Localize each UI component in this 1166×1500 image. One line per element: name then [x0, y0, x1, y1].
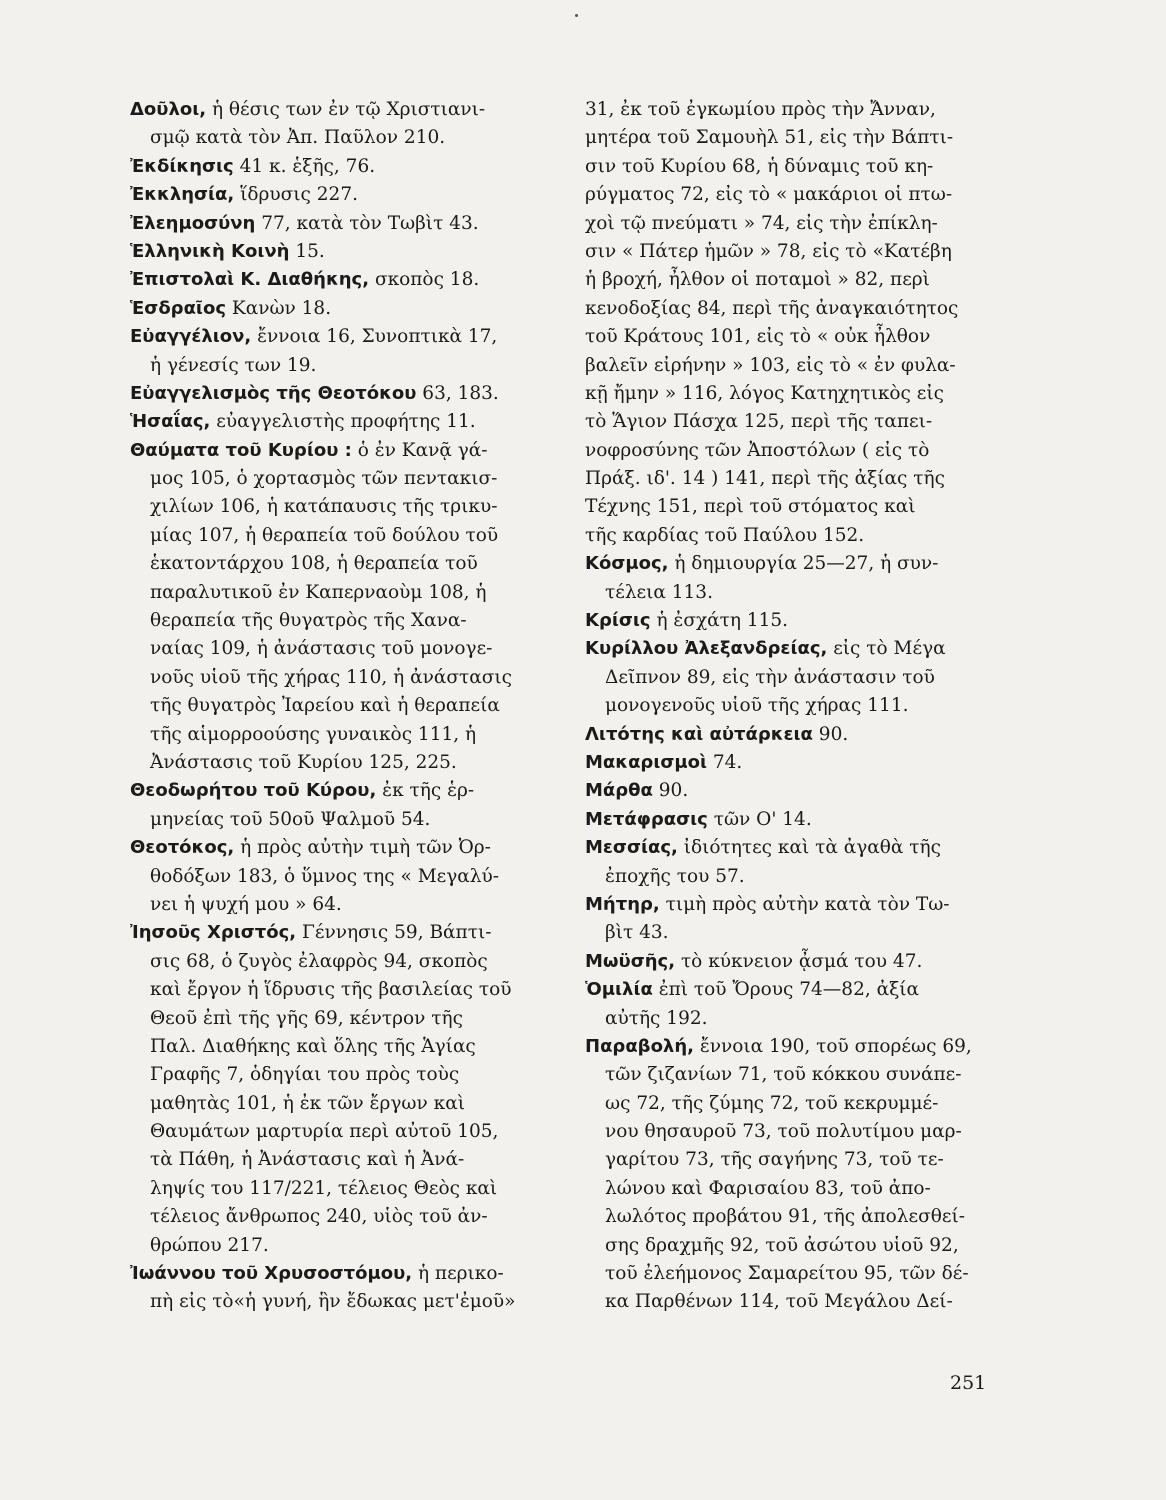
- index-line: [130, 579, 555, 607]
- index-line: [585, 437, 980, 465]
- index-text: τῆς αἱμορροούσης γυναικὸς 111, ἡ: [150, 723, 477, 745]
- index-line: [130, 1260, 555, 1288]
- index-text: τῆς θυγατρὸς Ἰαρείου καὶ ἡ θεραπεία: [150, 695, 500, 717]
- index-text: καὶ ἔργον ἡ ἵδρυσις τῆς βασιλείας τοῦ: [150, 979, 512, 1001]
- index-line: [130, 635, 555, 663]
- index-text: ληψίς του 117/221, τέλειος Θεὸς καὶ: [150, 1177, 498, 1199]
- index-line: [130, 352, 555, 380]
- index-text: θρώπου 217.: [150, 1234, 269, 1256]
- index-text: κῇ ἤμην » 116, λόγος Κατηχητικὸς εἰς: [585, 382, 944, 404]
- index-line: [585, 124, 980, 152]
- index-text: γαρίτου 73, τῆς σαγήνης 73, τοῦ τε-: [605, 1149, 944, 1171]
- index-headword: Ἑλληνικὴ Κοινὴ: [130, 240, 290, 262]
- index-line: [130, 96, 555, 124]
- index-text: 41 κ. ἑξῆς, 76.: [233, 155, 376, 177]
- index-line: [585, 635, 980, 663]
- index-headword: Ἰησοῦς Χριστός,: [130, 922, 297, 944]
- index-line: [130, 210, 555, 238]
- index-text: τῶν ζιζανίων 71, τοῦ κόκκου συνάπε-: [605, 1064, 962, 1086]
- index-text: μίας 107, ἡ θεραπεία τοῦ δούλου τοῦ: [150, 524, 499, 546]
- index-text: νει ἡ ψυχή μου » 64.: [150, 893, 342, 915]
- index-line: [585, 1203, 980, 1231]
- index-text: χιλίων 106, ἡ κατάπαυσις τῆς τρικυ-: [150, 496, 498, 518]
- index-text: ἑκατοντάρχου 108, ἡ θεραπεία τοῦ: [150, 553, 478, 575]
- index-text: τοῦ ἐλεήμονος Σαμαρείτου 95, τῶν δέ-: [605, 1263, 969, 1285]
- index-headword: Εὐαγγέλιον,: [130, 326, 252, 348]
- index-line: [130, 806, 555, 834]
- index-line: [585, 1005, 980, 1033]
- index-headword: Ὁμιλία: [585, 979, 653, 1001]
- index-line: [130, 522, 555, 550]
- index-line: [585, 238, 980, 266]
- index-line: [585, 1232, 980, 1260]
- index-line: [130, 380, 555, 408]
- index-text: νοφροσύνης τῶν Ἀποστόλων ( εἰς τὸ: [585, 439, 930, 461]
- index-text: αὐτῆς 192.: [605, 1007, 708, 1029]
- index-headword: Μήτηρ,: [585, 893, 660, 915]
- index-line: [130, 124, 555, 152]
- index-line: [585, 891, 980, 919]
- index-headword: Ἡσαΐας,: [130, 411, 211, 433]
- index-text: τὸ Ἅγιον Πάσχα 125, περὶ τῆς ταπει-: [585, 411, 933, 433]
- index-headword: Δοῦλοι,: [130, 99, 207, 120]
- index-text: τιμὴ πρὸς αὐτὴν κατὰ τὸν Τω-: [659, 893, 950, 915]
- index-text: νου θησαυροῦ 73, τοῦ πολυτίμου μαρ-: [605, 1121, 962, 1143]
- index-headword: Θεοδωρήτου τοῦ Κύρου,: [130, 780, 377, 802]
- index-text: σης δραχμῆς 92, τοῦ ἀσώτου υἱοῦ 92,: [605, 1234, 959, 1256]
- index-line: [130, 834, 555, 862]
- index-line: [130, 1033, 555, 1061]
- index-text: ἐκ τῆς ἑρ-: [376, 780, 475, 802]
- index-text: βὶτ 43.: [605, 922, 669, 944]
- index-line: [130, 323, 555, 351]
- index-line: [585, 323, 980, 351]
- index-text: 90.: [812, 723, 849, 745]
- index-line: [585, 749, 980, 777]
- index-line: [130, 1090, 555, 1118]
- index-line: [130, 437, 555, 465]
- index-headword: Λιτότης καὶ αὐτάρκεια: [585, 723, 813, 745]
- index-headword: Μεσσίας,: [585, 837, 678, 859]
- index-line: [585, 1288, 980, 1316]
- index-line: [585, 1118, 980, 1146]
- index-text: ως 72, τῆς ζύμης 72, τοῦ κεκρυμμέ-: [605, 1092, 939, 1114]
- index-text: Γραφῆς 7, ὁδηγίαι του πρὸς τοὺς: [150, 1064, 460, 1086]
- index-text: παραλυτικοῦ ἐν Καπερναοὺμ 108, ἡ: [150, 581, 487, 603]
- index-text: λωλότος προβάτου 91, τῆς ἀπολεσθεί-: [605, 1206, 965, 1228]
- index-headword: Θαύματα τοῦ Κυρίου :: [130, 439, 352, 461]
- index-headword: Μακαρισμοὶ: [585, 751, 707, 773]
- index-text: Θαυμάτων μαρτυρία περὶ αὐτοῦ 105,: [150, 1121, 499, 1143]
- index-headword: Μάρθα: [585, 780, 653, 802]
- index-headword: Κόσμος,: [585, 553, 669, 575]
- index-line: [130, 891, 555, 919]
- index-headword: Ἐλεημοσύνη: [130, 212, 256, 234]
- index-text: κενοδοξίας 84, περὶ τῆς ἀναγκαιότητος: [585, 297, 959, 319]
- index-line: [585, 1146, 980, 1174]
- index-text: θεραπεία τῆς θυγατρὸς τῆς Χανα-: [150, 610, 467, 632]
- index-line: [585, 1260, 980, 1288]
- index-headword: Ἐκκλησία,: [130, 184, 235, 206]
- index-text: ἡ ἐσχάτη 115.: [650, 610, 789, 632]
- index-line: [585, 919, 980, 947]
- index-line: [130, 1061, 555, 1089]
- index-line: [585, 834, 980, 862]
- index-line: [130, 692, 555, 720]
- index-line: [585, 380, 980, 408]
- index-line: [585, 976, 980, 1004]
- index-line: [130, 1203, 555, 1231]
- index-line: [130, 408, 555, 436]
- index-text: ἡ βροχή, ἦλθον οἱ ποταμοὶ » 82, περὶ: [585, 269, 930, 291]
- index-line: [130, 863, 555, 891]
- index-text: ἔννοια 190, τοῦ σπορέως 69,: [693, 1035, 972, 1057]
- index-text: ἐποχῆς του 57.: [605, 865, 745, 887]
- index-text: ἰδιότητες καὶ τὰ ἀγαθὰ τῆς: [677, 837, 941, 859]
- index-text: ἡ περικο-: [412, 1263, 504, 1285]
- index-line: [585, 692, 980, 720]
- index-headword: Εὐαγγελισμὸς τῆς Θεοτόκου: [130, 382, 417, 404]
- index-line: [585, 153, 980, 181]
- index-line: [585, 181, 980, 209]
- index-line: [585, 266, 980, 294]
- index-headword: Κυρίλλου Ἀλεξανδρείας,: [585, 638, 828, 660]
- index-text: σις 68, ὁ ζυγὸς ἐλαφρὸς 94, σκοπὸς: [150, 950, 488, 972]
- index-line: [585, 1061, 980, 1089]
- index-line: [585, 1033, 980, 1061]
- index-text: μονογενοῦς υἱοῦ τῆς χήρας 111.: [605, 695, 909, 717]
- index-headword: Κρίσις: [585, 610, 651, 632]
- index-text: νοῦς υἱοῦ τῆς χήρας 110, ἡ ἀνάστασις: [150, 666, 512, 688]
- index-line: [585, 465, 980, 493]
- index-line: [585, 550, 980, 578]
- index-text: τέλειος ἄνθρωπος 240, υἱὸς τοῦ ἀν-: [150, 1206, 488, 1228]
- index-line: [585, 493, 980, 521]
- right-column: [585, 96, 980, 1317]
- index-text: Γέννησις 59, Βάπτι-: [296, 922, 492, 944]
- index-text: τὰ Πάθη, ἡ Ἀνάστασις καὶ ἡ Ἀνά-: [150, 1149, 465, 1171]
- index-text: τὸ κύκνειον ᾆσμά του 47.: [675, 950, 923, 972]
- index-text: χοὶ τῷ πνεύματι » 74, εἰς τὴν ἐπίκλη-: [585, 212, 938, 234]
- index-text: εἰς τὸ Μέγα: [827, 638, 946, 660]
- index-text: 63, 183.: [416, 382, 499, 404]
- index-text: μαθητὰς 101, ἡ ἐκ τῶν ἔργων καὶ: [150, 1092, 465, 1114]
- index-line: [585, 210, 980, 238]
- index-text: 90.: [652, 780, 689, 802]
- index-line: [130, 153, 555, 181]
- index-text: τοῦ Κράτους 101, εἰς τὸ « οὐκ ἦλθον: [585, 326, 931, 348]
- index-text: σιν τοῦ Κυρίου 68, ἡ δύναμις τοῦ κη-: [585, 155, 934, 177]
- index-text: Τέχνης 151, περὶ τοῦ στόματος καὶ: [585, 496, 916, 518]
- index-line: [130, 1288, 555, 1316]
- index-text: 77, κατὰ τὸν Τωβὶτ 43.: [255, 212, 479, 234]
- index-text: Πράξ. ιδ'. 14 ) 141, περὶ τῆς ἀξίας τῆς: [585, 468, 945, 490]
- index-line: [130, 1175, 555, 1203]
- index-text: ἡ δημιουργία 25—27, ἡ συν-: [668, 553, 939, 575]
- index-text: εὐαγγελιστὴς προφήτης 11.: [210, 411, 476, 433]
- index-line: [130, 1118, 555, 1146]
- index-text: μος 105, ὁ χορτασμὸς τῶν πεντακισ-: [150, 468, 498, 490]
- index-text: τῆς καρδίας τοῦ Παύλου 152.: [585, 524, 865, 546]
- index-line: [130, 1232, 555, 1260]
- index-text: θοδόξων 183, ὁ ὕμνος της « Μεγαλύ-: [150, 865, 499, 887]
- index-text: μητέρα τοῦ Σαμουὴλ 51, εἰς τὴν Βάπτι-: [585, 127, 954, 149]
- index-text: ἡ θέσις των ἐν τῷ Χριστιανι-: [206, 99, 486, 120]
- index-text: ὁ ἐν Κανᾷ γά-: [351, 439, 488, 461]
- index-headword: Μετάφρασις: [585, 808, 708, 830]
- index-text: σκοπὸς 18.: [369, 269, 480, 291]
- index-line: [130, 777, 555, 805]
- index-text: ἔννοια 16, Συνοπτικὰ 17,: [251, 326, 498, 348]
- index-text: Δεῖπνον 89, εἰς τὴν ἀνάστασιν τοῦ: [605, 666, 935, 688]
- index-headword: Ἑσδραῖος: [130, 297, 226, 319]
- index-line: [130, 550, 555, 578]
- index-line: [130, 919, 555, 947]
- index-line: [130, 1146, 555, 1174]
- index-headword: Παραβολή,: [585, 1035, 694, 1057]
- index-line: [585, 1090, 980, 1118]
- index-text: Ἀνάστασις τοῦ Κυρίου 125, 225.: [150, 751, 457, 773]
- index-text: λώνου καὶ Φαρισαίου 83, τοῦ ἀπο-: [605, 1177, 931, 1199]
- index-line: [130, 948, 555, 976]
- index-line: [130, 976, 555, 1004]
- index-line: [130, 493, 555, 521]
- index-text: πὴ εἰς τὸ«ἡ γυνή, ἣν ἔδωκας μετ'ἐμοῦ»: [150, 1291, 516, 1313]
- left-column: [130, 96, 555, 1317]
- index-line: [585, 948, 980, 976]
- index-line: [130, 295, 555, 323]
- index-line: [130, 1005, 555, 1033]
- index-text: ἐπὶ τοῦ Ὄρους 74—82, ἀξία: [652, 979, 920, 1001]
- index-line: [585, 664, 980, 692]
- index-headword: Θεοτόκος,: [130, 837, 235, 859]
- index-line: [585, 408, 980, 436]
- index-text: ἡ γένεσίς των 19.: [150, 354, 317, 376]
- index-text: μηνείας τοῦ 50οῦ Ψαλμοῦ 54.: [150, 808, 431, 830]
- index-text: ναίας 109, ἡ ἀνάστασις τοῦ μονογε-: [150, 638, 493, 660]
- index-line: [130, 607, 555, 635]
- index-line: [585, 863, 980, 891]
- index-line: [585, 721, 980, 749]
- index-line: [585, 806, 980, 834]
- index-line: [130, 749, 555, 777]
- index-text: Θεοῦ ἐπὶ τῆς γῆς 69, κέντρον τῆς: [150, 1007, 463, 1029]
- index-text: 74.: [706, 751, 743, 773]
- index-text: 31, ἐκ τοῦ ἐγκωμίου πρὸς τὴν Ἄνναν,: [585, 99, 936, 120]
- index-text: βαλεῖν εἰρήνην » 103, εἰς τὸ « ἐν φυλα-: [585, 354, 956, 376]
- index-text: 15.: [289, 240, 325, 262]
- index-text: ρύγματος 72, εἰς τὸ « μακάριοι οἱ πτω-: [585, 184, 953, 206]
- index-headword: Μωϋσῆς,: [585, 950, 676, 972]
- index-headword: Ἰωάννου τοῦ Χρυσοστόμου,: [130, 1263, 413, 1285]
- index-line: [130, 664, 555, 692]
- index-line: [130, 266, 555, 294]
- index-line: [585, 522, 980, 550]
- index-line: [585, 295, 980, 323]
- index-line: [585, 777, 980, 805]
- index-headword: Ἐπιστολαὶ Κ. Διαθήκης,: [130, 269, 370, 291]
- index-text: κα Παρθένων 114, τοῦ Μεγάλου Δεί-: [605, 1291, 953, 1313]
- index-line: [585, 607, 980, 635]
- index-line: [585, 352, 980, 380]
- index-line: [585, 579, 980, 607]
- index-text: τέλεια 113.: [605, 581, 713, 603]
- index-text: σιν « Πάτερ ἡμῶν » 78, εἰς τὸ «Κατέβη: [585, 240, 952, 262]
- print-speck: [575, 14, 578, 17]
- index-line: [585, 1175, 980, 1203]
- index-text: Κανὼν 18.: [226, 297, 332, 319]
- index-text: τῶν Ο' 14.: [707, 808, 812, 830]
- index-line: [130, 181, 555, 209]
- index-text: Παλ. Διαθήκης καὶ ὅλης τῆς Ἁγίας: [150, 1035, 476, 1057]
- index-text: ἡ πρὸς αὐτὴν τιμὴ τῶν Ὀρ-: [234, 837, 491, 859]
- index-line: [130, 238, 555, 266]
- index-headword: Ἐκδίκησις: [130, 155, 234, 177]
- index-line: [585, 96, 980, 124]
- index-line: [130, 465, 555, 493]
- index-text: σμῷ κατὰ τὸν Ἀπ. Παῦλον 210.: [150, 127, 446, 149]
- index-line: [130, 721, 555, 749]
- page-number: 251: [950, 1372, 987, 1394]
- index-text: ἵδρυσις 227.: [234, 184, 358, 206]
